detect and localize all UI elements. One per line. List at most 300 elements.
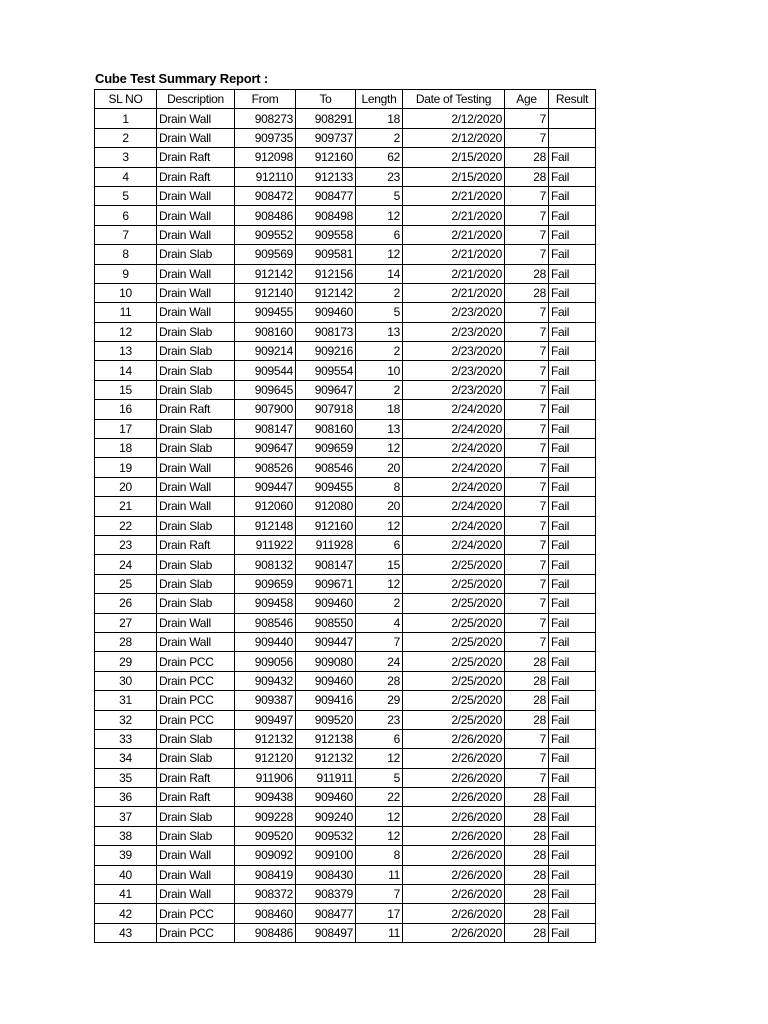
cell-sl-no: 31 [95,691,157,710]
header-description: Description [157,90,235,109]
cell-length: 10 [356,361,403,380]
cell-to: 909460 [296,788,356,807]
cell-age: 28 [505,923,549,942]
cell-sl-no: 32 [95,710,157,729]
cell-from: 909552 [235,225,296,244]
cell-description: Drain Slab [157,807,235,826]
cell-to: 908379 [296,885,356,904]
cell-to: 909455 [296,477,356,496]
cell-to: 909532 [296,826,356,845]
cell-date-of-testing: 2/23/2020 [403,322,505,341]
cell-length: 8 [356,846,403,865]
cell-result: Fail [549,535,596,554]
cell-date-of-testing: 2/25/2020 [403,652,505,671]
table-row [95,245,596,264]
cell-to: 909216 [296,342,356,361]
cell-sl-no: 13 [95,342,157,361]
cell-from: 908372 [235,885,296,904]
cell-date-of-testing: 2/23/2020 [403,342,505,361]
table-row [95,594,596,613]
cube-test-table [94,89,596,943]
cell-from: 909447 [235,477,296,496]
cell-result: Fail [549,885,596,904]
cell-description: Drain Raft [157,148,235,167]
cell-length: 2 [356,342,403,361]
cell-from: 911922 [235,535,296,554]
header-result: Result [549,90,596,109]
cell-description: Drain Raft [157,768,235,787]
cell-age: 28 [505,283,549,302]
cell-description: Drain Slab [157,245,235,264]
cell-result [549,128,596,147]
cell-to: 909080 [296,652,356,671]
cell-from: 911906 [235,768,296,787]
cell-from: 908472 [235,186,296,205]
cell-length: 18 [356,400,403,419]
cell-description: Drain Slab [157,594,235,613]
cell-date-of-testing: 2/25/2020 [403,632,505,651]
cell-from: 909659 [235,574,296,593]
cell-result: Fail [549,710,596,729]
cell-description: Drain Wall [157,632,235,651]
cell-description: Drain Wall [157,128,235,147]
cell-from: 908147 [235,419,296,438]
cell-from: 908526 [235,458,296,477]
table-row [95,400,596,419]
cell-age: 7 [505,400,549,419]
cell-length: 13 [356,419,403,438]
cell-to: 909554 [296,361,356,380]
cell-description: Drain PCC [157,691,235,710]
cell-date-of-testing: 2/26/2020 [403,885,505,904]
table-row [95,652,596,671]
cell-age: 7 [505,128,549,147]
cell-from: 908419 [235,865,296,884]
table-row [95,477,596,496]
cell-date-of-testing: 2/24/2020 [403,477,505,496]
header-length: Length [356,90,403,109]
cell-result: Fail [549,768,596,787]
table-row [95,691,596,710]
cell-date-of-testing: 2/26/2020 [403,865,505,884]
cell-description: Drain Slab [157,826,235,845]
cell-age: 7 [505,245,549,264]
cell-length: 6 [356,729,403,748]
cell-description: Drain Wall [157,283,235,302]
cell-age: 28 [505,264,549,283]
cell-result: Fail [549,807,596,826]
cell-description: Drain Wall [157,846,235,865]
cell-length: 12 [356,516,403,535]
cell-result: Fail [549,671,596,690]
cell-result: Fail [549,691,596,710]
cell-result: Fail [549,865,596,884]
table-row [95,574,596,593]
cell-sl-no: 21 [95,497,157,516]
cell-sl-no: 10 [95,283,157,302]
cell-from: 908486 [235,206,296,225]
cell-sl-no: 23 [95,535,157,554]
cell-age: 7 [505,322,549,341]
cell-description: Drain Raft [157,788,235,807]
table-row [95,632,596,651]
cell-sl-no: 37 [95,807,157,826]
cell-to: 911928 [296,535,356,554]
cell-result: Fail [549,497,596,516]
table-row [95,303,596,322]
cell-sl-no: 12 [95,322,157,341]
cell-date-of-testing: 2/25/2020 [403,594,505,613]
cell-to: 908430 [296,865,356,884]
table-row [95,904,596,923]
cell-to: 908497 [296,923,356,942]
cell-result: Fail [549,594,596,613]
cell-age: 7 [505,303,549,322]
cell-description: Drain Wall [157,613,235,632]
cell-length: 6 [356,225,403,244]
cell-date-of-testing: 2/15/2020 [403,148,505,167]
cell-to: 912080 [296,497,356,516]
cell-from: 912132 [235,729,296,748]
cell-result: Fail [549,148,596,167]
cell-age: 28 [505,652,549,671]
cell-date-of-testing: 2/26/2020 [403,807,505,826]
table-row [95,497,596,516]
cell-date-of-testing: 2/25/2020 [403,555,505,574]
cell-result: Fail [549,846,596,865]
cell-result [549,109,596,128]
cell-length: 24 [356,652,403,671]
cell-result: Fail [549,380,596,399]
cell-from: 909440 [235,632,296,651]
cell-to: 908160 [296,419,356,438]
cell-sl-no: 7 [95,225,157,244]
table-row [95,186,596,205]
cell-length: 17 [356,904,403,923]
cell-length: 8 [356,477,403,496]
cell-sl-no: 24 [95,555,157,574]
cell-length: 20 [356,458,403,477]
cell-description: Drain Wall [157,109,235,128]
cell-to: 911911 [296,768,356,787]
cell-result: Fail [549,613,596,632]
cell-sl-no: 33 [95,729,157,748]
cell-to: 909737 [296,128,356,147]
table-row [95,148,596,167]
cell-date-of-testing: 2/24/2020 [403,516,505,535]
cell-date-of-testing: 2/12/2020 [403,109,505,128]
cell-from: 908273 [235,109,296,128]
cell-date-of-testing: 2/24/2020 [403,458,505,477]
cell-from: 909214 [235,342,296,361]
table-row [95,535,596,554]
cell-to: 912138 [296,729,356,748]
cell-age: 7 [505,419,549,438]
cell-date-of-testing: 2/24/2020 [403,497,505,516]
cell-length: 4 [356,613,403,632]
cell-sl-no: 16 [95,400,157,419]
cell-length: 12 [356,439,403,458]
cell-age: 28 [505,865,549,884]
cell-date-of-testing: 2/24/2020 [403,419,505,438]
cell-age: 28 [505,671,549,690]
cell-age: 28 [505,167,549,186]
cell-sl-no: 42 [95,904,157,923]
cell-to: 912160 [296,148,356,167]
cell-length: 2 [356,594,403,613]
cell-age: 7 [505,497,549,516]
cell-to: 909240 [296,807,356,826]
cell-to: 912142 [296,283,356,302]
cell-description: Drain Slab [157,342,235,361]
cell-sl-no: 30 [95,671,157,690]
cell-from: 912060 [235,497,296,516]
cell-length: 12 [356,574,403,593]
cell-age: 28 [505,148,549,167]
cell-age: 7 [505,361,549,380]
cell-date-of-testing: 2/25/2020 [403,710,505,729]
cell-description: Drain Wall [157,477,235,496]
cell-age: 7 [505,768,549,787]
cell-from: 909455 [235,303,296,322]
cell-result: Fail [549,303,596,322]
cell-to: 908173 [296,322,356,341]
cell-age: 7 [505,729,549,748]
cell-sl-no: 11 [95,303,157,322]
cell-from: 908546 [235,613,296,632]
cell-from: 909647 [235,439,296,458]
header-from: From [235,90,296,109]
table-row [95,283,596,302]
cell-result: Fail [549,322,596,341]
cell-from: 909387 [235,691,296,710]
cell-date-of-testing: 2/26/2020 [403,904,505,923]
table-row [95,807,596,826]
cell-age: 7 [505,225,549,244]
cell-from: 909458 [235,594,296,613]
cell-result: Fail [549,923,596,942]
cell-date-of-testing: 2/26/2020 [403,749,505,768]
cell-sl-no: 8 [95,245,157,264]
cell-sl-no: 34 [95,749,157,768]
table-row [95,264,596,283]
cell-description: Drain Wall [157,885,235,904]
cell-length: 5 [356,186,403,205]
cell-from: 909645 [235,380,296,399]
cell-to: 908550 [296,613,356,632]
cell-sl-no: 43 [95,923,157,942]
cell-description: Drain Raft [157,535,235,554]
cell-description: Drain Slab [157,439,235,458]
cell-to: 909460 [296,303,356,322]
cell-result: Fail [549,749,596,768]
cell-age: 7 [505,749,549,768]
cell-result: Fail [549,477,596,496]
cell-to: 908498 [296,206,356,225]
cell-description: Drain Slab [157,749,235,768]
cell-sl-no: 5 [95,186,157,205]
cell-description: Drain Wall [157,458,235,477]
cell-to: 912156 [296,264,356,283]
table-row [95,555,596,574]
table-row [95,885,596,904]
cell-description: Drain Slab [157,419,235,438]
cell-length: 15 [356,555,403,574]
cell-date-of-testing: 2/24/2020 [403,400,505,419]
cell-length: 12 [356,749,403,768]
cell-sl-no: 1 [95,109,157,128]
cell-description: Drain Slab [157,380,235,399]
cell-description: Drain Wall [157,264,235,283]
table-row [95,458,596,477]
cell-date-of-testing: 2/21/2020 [403,283,505,302]
cell-length: 2 [356,283,403,302]
cell-length: 13 [356,322,403,341]
table-body [95,109,596,943]
cell-sl-no: 19 [95,458,157,477]
cell-age: 28 [505,846,549,865]
cell-to: 907918 [296,400,356,419]
table-row [95,439,596,458]
cell-sl-no: 41 [95,885,157,904]
cell-length: 18 [356,109,403,128]
cell-date-of-testing: 2/26/2020 [403,768,505,787]
cell-result: Fail [549,419,596,438]
cell-length: 5 [356,768,403,787]
cell-length: 11 [356,923,403,942]
cell-date-of-testing: 2/24/2020 [403,535,505,554]
cell-description: Drain PCC [157,671,235,690]
cell-from: 909520 [235,826,296,845]
cell-date-of-testing: 2/23/2020 [403,380,505,399]
cell-age: 7 [505,206,549,225]
cell-date-of-testing: 2/26/2020 [403,788,505,807]
cell-length: 20 [356,497,403,516]
cell-to: 908147 [296,555,356,574]
cell-date-of-testing: 2/26/2020 [403,729,505,748]
cell-date-of-testing: 2/24/2020 [403,439,505,458]
cell-date-of-testing: 2/21/2020 [403,186,505,205]
cell-age: 7 [505,380,549,399]
cell-description: Drain Slab [157,574,235,593]
cell-description: Drain Slab [157,516,235,535]
table-row [95,865,596,884]
cell-from: 907900 [235,400,296,419]
cell-age: 28 [505,885,549,904]
cell-from: 908460 [235,904,296,923]
cell-sl-no: 39 [95,846,157,865]
cell-to: 909460 [296,671,356,690]
cell-result: Fail [549,652,596,671]
cell-age: 28 [505,826,549,845]
cell-from: 912148 [235,516,296,535]
cell-age: 28 [505,691,549,710]
cell-length: 11 [356,865,403,884]
cell-result: Fail [549,458,596,477]
table-row [95,749,596,768]
cell-length: 29 [356,691,403,710]
cell-description: Drain Wall [157,186,235,205]
table-row [95,225,596,244]
cell-description: Drain PCC [157,923,235,942]
cell-from: 909735 [235,128,296,147]
cell-result: Fail [549,632,596,651]
cell-date-of-testing: 2/23/2020 [403,361,505,380]
cell-length: 12 [356,826,403,845]
cell-result: Fail [549,788,596,807]
cell-sl-no: 28 [95,632,157,651]
cell-age: 7 [505,574,549,593]
cell-age: 28 [505,710,549,729]
cell-sl-no: 22 [95,516,157,535]
cell-result: Fail [549,167,596,186]
table-row [95,419,596,438]
cell-length: 23 [356,710,403,729]
cell-result: Fail [549,729,596,748]
cell-result: Fail [549,283,596,302]
cell-from: 912140 [235,283,296,302]
cell-result: Fail [549,439,596,458]
table-row [95,846,596,865]
table-row [95,167,596,186]
table-row [95,342,596,361]
header-date-of-testing: Date of Testing [403,90,505,109]
cell-from: 908132 [235,555,296,574]
cell-result: Fail [549,400,596,419]
header-sl-no: SL NO [95,90,157,109]
table-row [95,729,596,748]
cell-to: 908291 [296,109,356,128]
header-to: To [296,90,356,109]
cell-length: 12 [356,206,403,225]
cell-description: Drain PCC [157,904,235,923]
cell-date-of-testing: 2/26/2020 [403,923,505,942]
cell-from: 909228 [235,807,296,826]
header-age: Age [505,90,549,109]
cell-result: Fail [549,574,596,593]
cell-length: 2 [356,380,403,399]
cell-to: 909647 [296,380,356,399]
cell-sl-no: 29 [95,652,157,671]
cell-date-of-testing: 2/21/2020 [403,264,505,283]
cell-to: 909659 [296,439,356,458]
cell-sl-no: 15 [95,380,157,399]
table-row [95,361,596,380]
cell-from: 912120 [235,749,296,768]
table-row [95,826,596,845]
cell-to: 909671 [296,574,356,593]
cell-from: 909497 [235,710,296,729]
cell-to: 909581 [296,245,356,264]
cell-length: 12 [356,807,403,826]
cell-result: Fail [549,516,596,535]
cell-sl-no: 26 [95,594,157,613]
cell-result: Fail [549,904,596,923]
table-row [95,613,596,632]
cell-description: Drain Slab [157,322,235,341]
cell-from: 912142 [235,264,296,283]
cell-from: 909438 [235,788,296,807]
cell-to: 908477 [296,186,356,205]
cell-age: 7 [505,613,549,632]
cell-age: 7 [505,632,549,651]
cell-from: 908486 [235,923,296,942]
table-row [95,768,596,787]
cell-date-of-testing: 2/23/2020 [403,303,505,322]
cell-description: Drain Wall [157,303,235,322]
cell-sl-no: 25 [95,574,157,593]
cell-age: 7 [505,439,549,458]
